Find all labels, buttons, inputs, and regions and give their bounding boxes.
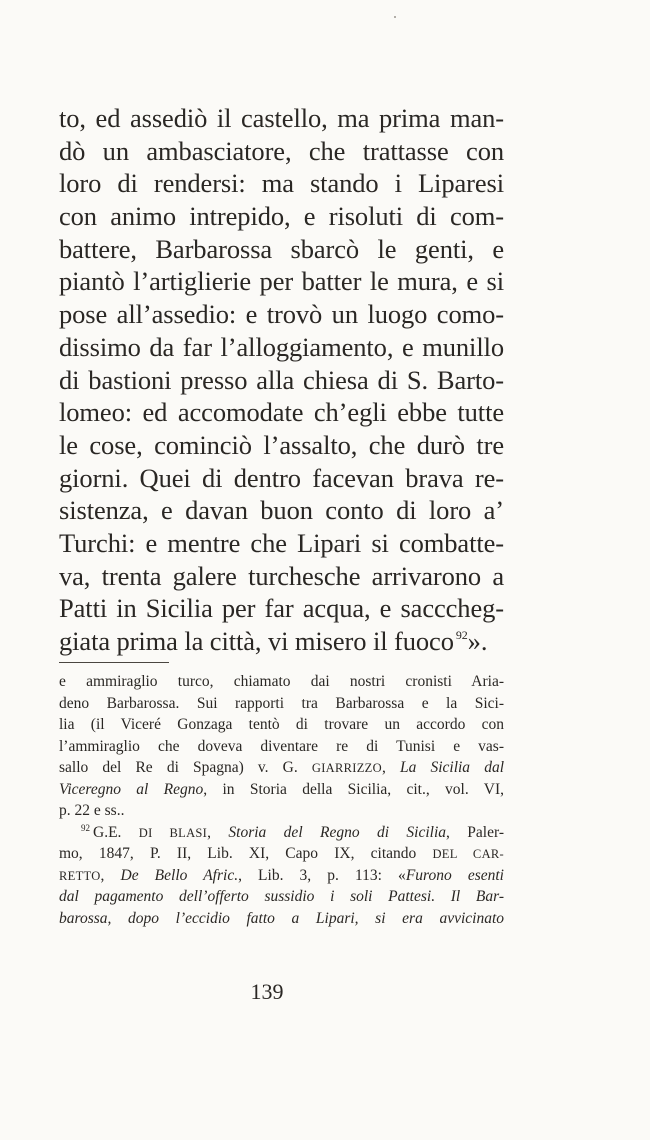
text-line: di bastioni presso alla chiesa di S. Barto- <box>59 364 504 395</box>
work-title: Viceregno al Regno <box>59 780 204 798</box>
footnote-text: sallo del Re di Spagna) v. G. <box>59 759 312 776</box>
text-line: pose all’assedio: e trovò un luogo como- <box>59 299 504 330</box>
footnote-92-line <box>59 822 504 844</box>
footnote-text: G.E. <box>93 823 139 841</box>
page-number: 139 <box>250 979 284 1004</box>
footnote-text: , <box>100 866 121 884</box>
text-line: va, trenta galere turchesche arrivarono a <box>59 560 504 591</box>
text-line: battere, Barbarossa sbarcò le genti, e <box>59 233 504 264</box>
footnote-number: 92 <box>81 822 90 833</box>
quoted-text: dal pagamento dell’offerto sussidio i soli Pattesi. Il Bar- <box>59 888 504 905</box>
footnote-line: p. 22 e ss.. <box>59 802 125 819</box>
text-line: Turchi: e mentre che Lipari si combatte- <box>59 527 504 558</box>
footnote-text: , <box>207 823 229 841</box>
footnote-92-line <box>59 843 504 865</box>
text-line: dò un ambasciatore, che trattasse con <box>59 135 504 166</box>
footnote-92-line <box>59 908 504 930</box>
main-text <box>59 102 504 658</box>
footnote-text: mo, 1847, P. II, Lib. XI, Capo IX, citando <box>59 845 433 862</box>
work-title: Storia del Regno di Sicilia <box>228 823 447 841</box>
footnote-line <box>59 757 504 779</box>
footnote-text: , Paler- <box>446 823 504 841</box>
quote-close: ». <box>467 626 488 656</box>
footnote-92-line <box>59 865 504 887</box>
text-line-last <box>59 625 504 658</box>
work-title: De Bello Afric. <box>120 866 239 884</box>
text-line: sistenza, e davan buon conto di loro a’ <box>59 495 504 526</box>
author-name: GIARRIZZO <box>311 761 382 775</box>
footnote-line: deno Barbarossa. Sui rapporti tra Barbarossa e la Sici- <box>59 694 504 712</box>
text-line: Patti in Sicilia per far acqua, e sacccheg- <box>59 593 504 624</box>
text-line: le cose, cominciò l’assalto, che durò tre <box>59 429 504 460</box>
quoted-text: Furono esenti <box>405 866 504 884</box>
author-name: DI BLASI <box>138 825 208 840</box>
footnote-text: , in Storia della Sicilia, cit., vol. VI, <box>203 780 504 798</box>
text-line: con animo intrepido, e risoluti di com- <box>59 201 504 232</box>
footnote-line: l’ammiraglio che doveva diventare re di Tunisi e vas- <box>59 737 504 755</box>
footnotes <box>59 671 504 929</box>
footnote-line: lia (il Viceré Gonzaga tentò di trovare un accordo con <box>59 716 504 733</box>
text-line: lomeo: ed accomodate ch’egli ebbe tutte <box>59 397 504 428</box>
text-line: to, ed assediò il castello, ma prima man- <box>59 103 504 133</box>
text-line: piantò l’artiglierie per batter le mura, e si <box>59 266 504 297</box>
quoted-text: barossa, dopo l’eccidio fatto a Lipari, si era avvicinato <box>59 909 504 927</box>
text-line: loro di rendersi: ma stando i Liparesi <box>59 168 504 199</box>
text-line: giorni. Quei di dentro facevan brava re- <box>59 462 504 493</box>
footnote-reference: 92 <box>455 628 468 642</box>
work-title: La Sicilia dal <box>399 759 504 776</box>
footnote-line <box>59 779 504 801</box>
footnote-text: , <box>381 759 400 776</box>
footnote-92-line <box>59 886 504 908</box>
print-speck <box>394 16 396 18</box>
footnote-line: e ammiraglio turco, chiamato dai nostri cronisti Aria- <box>59 673 504 690</box>
text-line-last-body: giata prima la città, vi misero il fuoco <box>59 626 454 656</box>
footnote-text: , Lib. 3, p. 113: « <box>238 866 406 884</box>
author-name: DEL CAR- <box>432 847 504 861</box>
footnote-separator <box>59 662 169 663</box>
text-line: dissimo da far l’alloggiamento, e munillo <box>59 331 504 362</box>
author-name: RETTO <box>59 868 101 883</box>
